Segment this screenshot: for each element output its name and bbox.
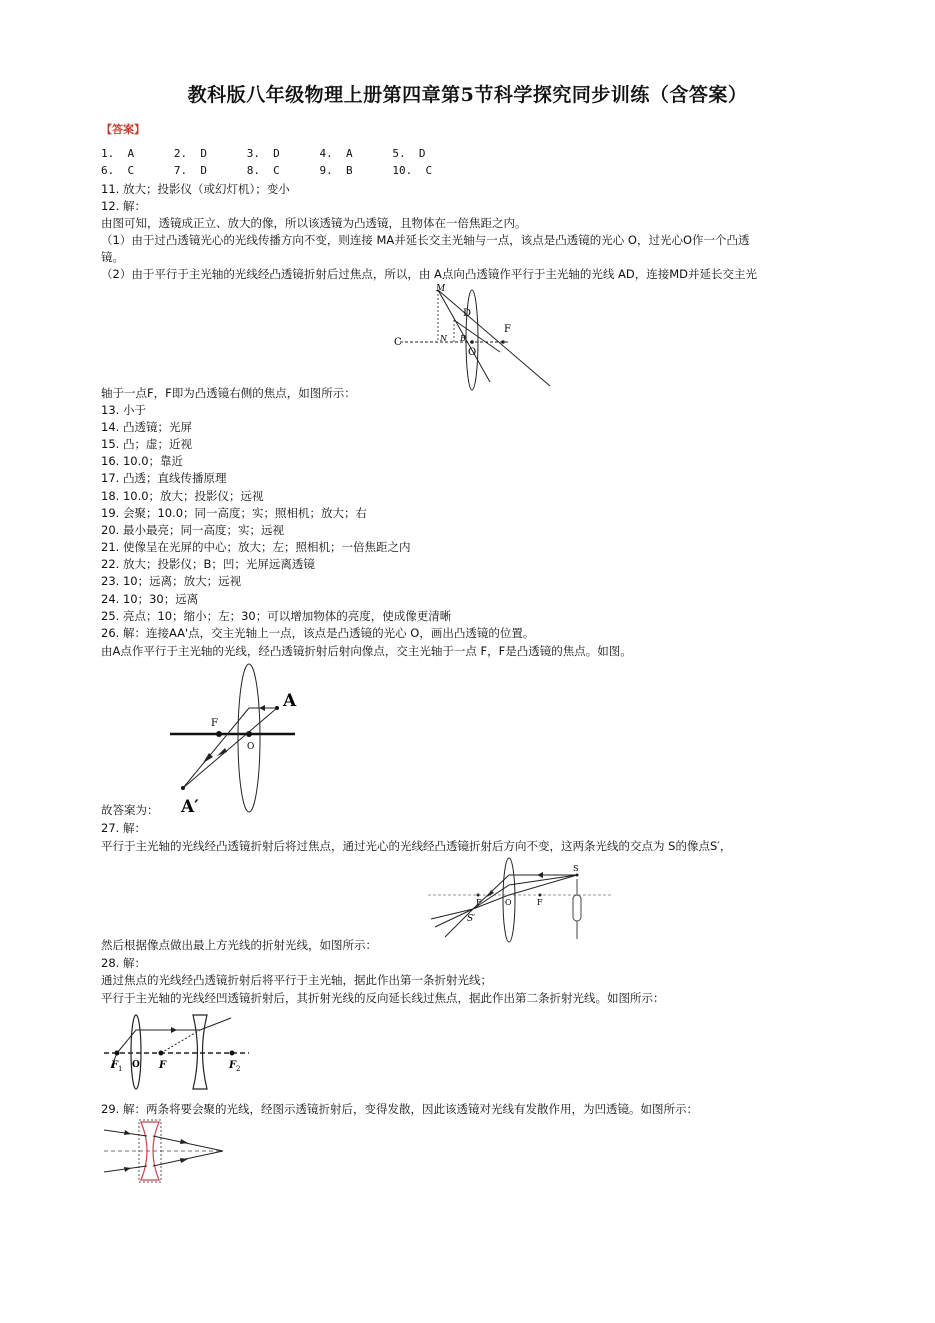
label-O-center-27: O	[505, 898, 512, 907]
answer-15: 15. 凸；虚；近视	[101, 437, 192, 451]
mc-answers-row-2: 6. C 7. D 8. C 9. B 10. C	[101, 164, 433, 177]
answer-16: 16. 10.0；靠近	[101, 454, 184, 468]
label-N: N	[440, 334, 447, 343]
label-O: O	[468, 347, 477, 358]
label-A: A	[283, 691, 297, 711]
label-F-28: F	[159, 1060, 167, 1071]
answer-12-text-b: （1）由于过凸透镜光心的光线传播方向不变，则连接 MA并延长交主光轴与一点，该点是凸透镜的光心 O，过光心O作一个凸透	[101, 233, 750, 247]
label-F-right: F	[537, 898, 543, 907]
label-F1: F	[111, 1060, 119, 1071]
figure-29-lens-diagram	[101, 1118, 226, 1184]
answer-26: 26. 解：连接AA'点，交主光轴上一点，该点是凸透镜的光心 O，画出凸透镜的位置。	[101, 626, 535, 640]
label-C: C	[394, 337, 402, 348]
answer-17: 17. 凸透；直线传播原理	[101, 471, 227, 485]
answer-21: 21. 使像呈在光屏的中心；放大；左；照相机；一倍焦距之内	[101, 540, 411, 554]
label-D: D	[463, 308, 472, 319]
figure-28-lens-diagram	[101, 1008, 251, 1090]
answer-12-text-d: （2）由于平行于主光轴的光线经凸透镜折射后过焦点，所以，由 A点向凸透镜作平行于主光轴的光线 AD，连接MD并延长交主光	[101, 267, 757, 281]
answer-26-text-b: 故答案为：	[101, 803, 159, 817]
label-F: F	[504, 324, 511, 335]
answer-12: 12. 解：	[101, 199, 146, 213]
label-S: S	[573, 864, 579, 873]
label-F-focus: F	[211, 718, 218, 729]
answer-23: 23. 10；远离；放大；远视	[101, 574, 242, 588]
label-F1-sub: 1	[118, 1065, 123, 1073]
label-O-center: O	[247, 742, 255, 752]
answer-24: 24. 10；30；远离	[101, 592, 199, 606]
page-title: 教科版八年级物理上册第四章第5节科学探究同步训练（含答案）	[187, 84, 748, 106]
answer-12-text-c: 镜。	[101, 250, 124, 264]
answer-28-text-b: 平行于主光轴的光线经凹透镜折射后，其折射光线的反向延长线过焦点，据此作出第二条折射光线。如图所示：	[101, 991, 665, 1005]
label-O-28: O	[132, 1060, 140, 1070]
answer-28: 28. 解：	[101, 956, 146, 970]
answer-29: 29. 解：两条将要会聚的光线，经图示透镜折射后，变得发散，因此该透镜对光线有发散作用，为凹透镜。如图所示：	[101, 1102, 698, 1116]
label-F-left: F	[476, 898, 482, 907]
answer-28-text-a: 通过焦点的光线经凸透镜折射后将平行于主光轴，据此作出第一条折射光线；	[101, 973, 492, 987]
answer-26-text-a: 由A点作平行于主光轴的光线，经凸透镜折射后射向像点，交主光轴于一点 F，F是凸透镜的焦点。如图。	[101, 644, 632, 658]
answer-14: 14. 凸透镜；光屏	[101, 420, 192, 434]
label-B: B	[460, 334, 466, 343]
answer-11: 11. 放大；投影仪（或幻灯机）；变小	[101, 182, 290, 196]
answer-12-text-a: 由图可知，透镜成正立、放大的像，所以该透镜为凸透镜，且物体在一倍焦距之内。	[101, 216, 527, 230]
answer-20: 20. 最小最亮；同一高度；实；远视	[101, 523, 284, 537]
figure-12-lens-diagram	[390, 282, 560, 394]
label-A-prime: A′	[181, 797, 199, 817]
label-S-prime: S′	[467, 914, 476, 924]
answer-tag: 【答案】	[101, 123, 145, 136]
label-F2-sub: 2	[236, 1065, 241, 1073]
answer-27-text-a: 平行于主光轴的光线经凸透镜折射后将过焦点，通过光心的光线经凸透镜折射后方向不变，这两条光线的交点为 S的像点S′，	[101, 839, 732, 853]
answer-25: 25. 亮点；10；缩小；左；30；可以增加物体的亮度，使成像更清晰	[101, 609, 452, 623]
figure-27-lens-diagram	[423, 857, 618, 945]
label-F2: F	[229, 1060, 237, 1071]
answer-27-text-b: 然后根据像点做出最上方光线的折射光线，如图所示：	[101, 938, 377, 952]
answer-27: 27. 解：	[101, 821, 146, 835]
answer-19: 19. 会聚；10.0；同一高度；实；照相机；放大；右	[101, 506, 368, 520]
label-M: M	[436, 284, 446, 294]
mc-answers-row-1: 1. A 2. D 3. D 4. A 5. D	[101, 147, 426, 160]
answer-12-text-e: 轴于一点F，F即为凸透镜右侧的焦点，如图所示：	[101, 386, 356, 400]
figure-26-lens-diagram	[165, 660, 300, 818]
answer-18: 18. 10.0；放大；投影仪；远视	[101, 489, 264, 503]
answer-22: 22. 放大；投影仪；B；凹；光屏远离透镜	[101, 557, 315, 571]
answer-13: 13. 小于	[101, 403, 146, 417]
